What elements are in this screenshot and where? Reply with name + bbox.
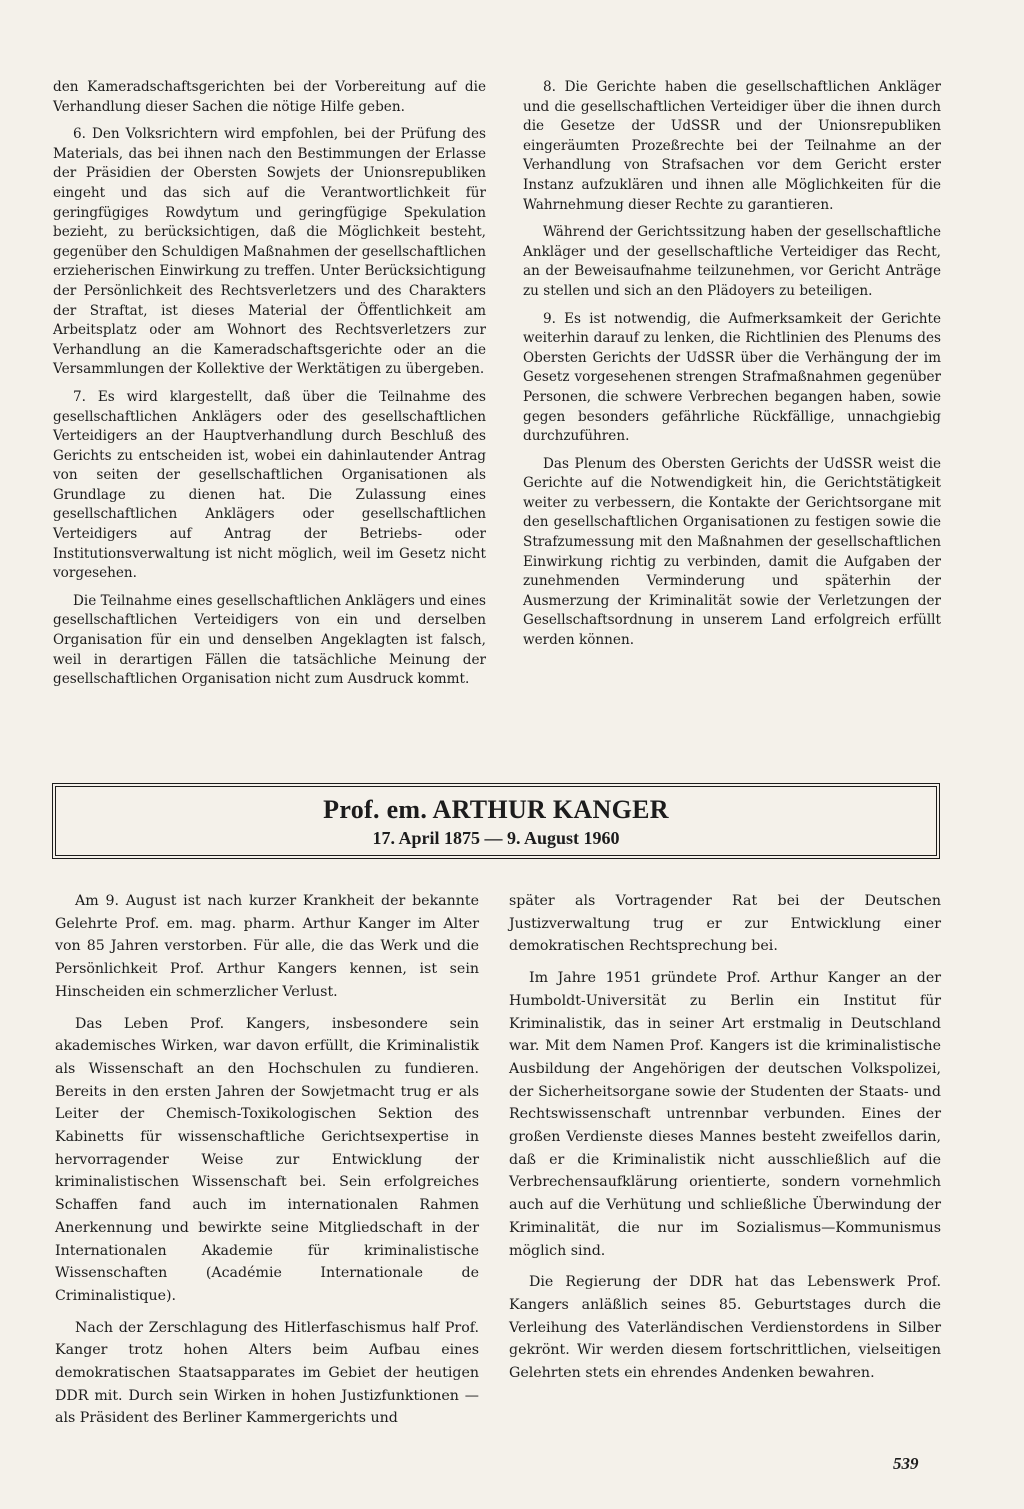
paragraph: Nach der Zerschlagung des Hitlerfaschismus half Prof. Kanger trotz hohen Alters beim Aufbau eines demokratischen Staatsapparates im Gebiet der heutigen DDR mit. Durch sein Wirken in hohen Justizfunktionen — als Präsident des Berliner Kammergerichts und: [55, 1319, 479, 1427]
page-number: 539: [893, 1454, 919, 1473]
paragraph: Am 9. August ist nach kurzer Krankheit der bekannte Gelehrte Prof. em. mag. pharm. Arthur Kanger im Alter von 85 Jahren verstorben. Für alle, die das Werk und die Persönlichkeit Prof. Arthur Kangers kennen, ist sein Hinscheiden ein schmerzlicher Verlust.: [55, 893, 479, 1000]
paragraph: Das Leben Prof. Kangers, insbesondere sein akademisches Wirken, war davon erfüllt, die Kriminalistik als Wissenschaft an den Hochschulen zu fundieren. Bereits in den ersten Jahren der Sowjetmacht trug er als Leiter der Chemisch-Toxikologischen Sektion des Kabinetts für wissenschaftliche Gerichtsexpertise in hervorragender Weise zur Entwicklung der kriminalistischen Wissenschaft bei. Sein erfolgreiches Schaffen fand auch im internationalen Rahmen Anerkennung und bewirkte seine Mitgliedschaft in der Internationalen Akademie für kriminalistische Wissenschaften (Académie Internationale de Criminalistique).: [55, 1015, 479, 1304]
paragraph: den Kameradschaftsgerichten bei der Vorbereitung auf die Verhandlung dieser Sachen die nötige Hilfe geben.: [53, 79, 486, 115]
paragraph: 6. Den Volksrichtern wird empfohlen, bei der Prüfung des Materials, das bei ihnen nach den Bestimmungen der Erlasse der Präsidien der Obersten Sowjets der Unionsrepubliken eingeht und das sich auf die Verantwortlichkeit für geringfügiges Rowdytum und geringfügige Spekulation bezieht, zu berücksichtigen, daß die Möglichkeit besteht, gegenüber den Schuldigen Maßnahmen der gesellschaftlichen erzieherischen Einwirkung zu treffen. Unter Berücksichtigung der Persönlichkeit des Rechtsverletzers und des Charakters der Straftat, ist dieses Material der Öffentlichkeit am Arbeitsplatz oder am Wohnort des Rechtsverletzers zur Verhandlung an die Kameradschaftsgerichte oder an die Versammlungen der Kollektive der Werktätigen zu übergeben.: [53, 126, 486, 378]
text-column-bottom-right: [509, 890, 941, 1394]
obituary-title: Prof. em. ARTHUR KANGER: [323, 795, 669, 824]
paragraph: 8. Die Gerichte haben die gesellschaftlichen Ankläger und die gesellschaftlichen Verteidiger über die ihnen durch die Gesetze der UdSSR und der Unionsrepubliken eingeräumten Prozeßrechte bei der Teilnahme an der Verhandlung von Strafsachen vor dem Gericht erster Instanz aufzuklären und ihnen alle Möglichkeiten für die Wahrnehmung dieser Rechte zu garantieren.: [523, 79, 941, 213]
paragraph: 9. Es ist notwendig, die Aufmerksamkeit der Gerichte weiterhin darauf zu lenken, die Richtlinien des Plenums des Obersten Gerichts der UdSSR über die Verhängung der im Gesetz vorgesehenen strengen Strafmaßnahmen gegenüber Personen, die schwere Verbrechen begangen haben, sowie gegen besonders gefährliche Rückfällige, unnachgiebig durchzuführen.: [523, 310, 941, 445]
paragraph: später als Vortragender Rat bei der Deutschen Justizverwaltung trug er zur Entwicklung einer demokratischen Rechtsprechung bei.: [509, 893, 941, 955]
paragraph: Im Jahre 1951 gründete Prof. Arthur Kanger an der Humboldt-Universität zu Berlin ein Institut für Kriminalistik, das in seiner Art erstmalig in Deutschland war. Mit dem Namen Prof. Kangers ist die kriminalistische Ausbildung der Angehörigen der deutschen Volkspolizei, der Sicherheitsorgane sowie der Studenten der Staats- und Rechtswissenschaft untrennbar verbunden. Eines der großen Verdienste dieses Mannes besteht zweifellos darin, daß er die Kriminalistik nicht ausschließlich auf die Verbrechensaufklärung orientierte, sondern vornehmlich auch auf die Verhütung und schließliche Überwindung der Kriminalität, die nur im Sozialismus—Kommunismus möglich sind.: [509, 970, 941, 1259]
paragraph: Die Teilnahme eines gesellschaftlichen Anklägers und eines gesellschaftlichen Verteidigers von ein und derselben Organisation für ein und denselben Angeklagten ist falsch, weil in derartigen Fällen die tatsächliche Meinung der gesellschaftlichen Organisation nicht zum Ausdruck kommt.: [53, 592, 486, 688]
paragraph: Während der Gerichtssitzung haben der gesellschaftliche Ankläger und der gesellschaftliche Verteidiger das Recht, an der Beweisaufnahme teilzunehmen, vor Gericht Anträge zu stellen und sich an den Plädoyers zu beteiligen.: [523, 224, 941, 299]
paragraph: Die Regierung der DDR hat das Lebenswerk Prof. Kangers anläßlich seines 85. Geburtstages durch die Verleihung des Vaterländischen Verdienstordens in Silber gekrönt. Wir werden diesem fortschrittlichen, vielseitigen Gelehrten stets ein ehrendes Andenken bewahren.: [509, 1274, 941, 1382]
text-column-top-left: [53, 78, 486, 698]
text-column-top-right: [523, 78, 941, 659]
paragraph: Das Plenum des Obersten Gerichts der UdSSR weist die Gerichte auf die Notwendigkeit hin, die Gerichtstätigkeit weiter zu verbessern, die Kontakte der Gerichtsorgane mit den gesellschaftlichen Organisationen zu festigen sowie die Strafzumessung mit den Maßnahmen der gesellschaftlichen Einwirkung richtig zu verbinden, damit die Aufgaben der zunehmenden Verminderung und späterhin der Ausmerzung der Kriminalität sowie der Verletzungen der Gesellschaftsordnung in unserem Land erfolgreich erfüllt werden können.: [523, 455, 941, 649]
obituary-header-box: [52, 783, 940, 859]
obituary-dates: 17. April 1875 — 9. August 1960: [372, 828, 620, 848]
text-column-bottom-left: [55, 890, 479, 1439]
paragraph: 7. Es wird klargestellt, daß über die Teilnahme des gesellschaftlichen Anklägers oder des gesellschaftlichen Verteidigers an der Hauptverhandlung durch Beschluß des Gerichts zu entscheiden ist, wobei ein dahinlautender Antrag von seiten der gesellschaftlichen Organisationen als Grundlage zu dienen hat. Die Zulassung eines gesellschaftlichen Anklägers oder gesellschaftlichen Verteidigers auf Antrag der Betriebs- oder Institutionsverwaltung ist nicht möglich, weil im Gesetz nicht vorgesehen.: [53, 388, 486, 582]
